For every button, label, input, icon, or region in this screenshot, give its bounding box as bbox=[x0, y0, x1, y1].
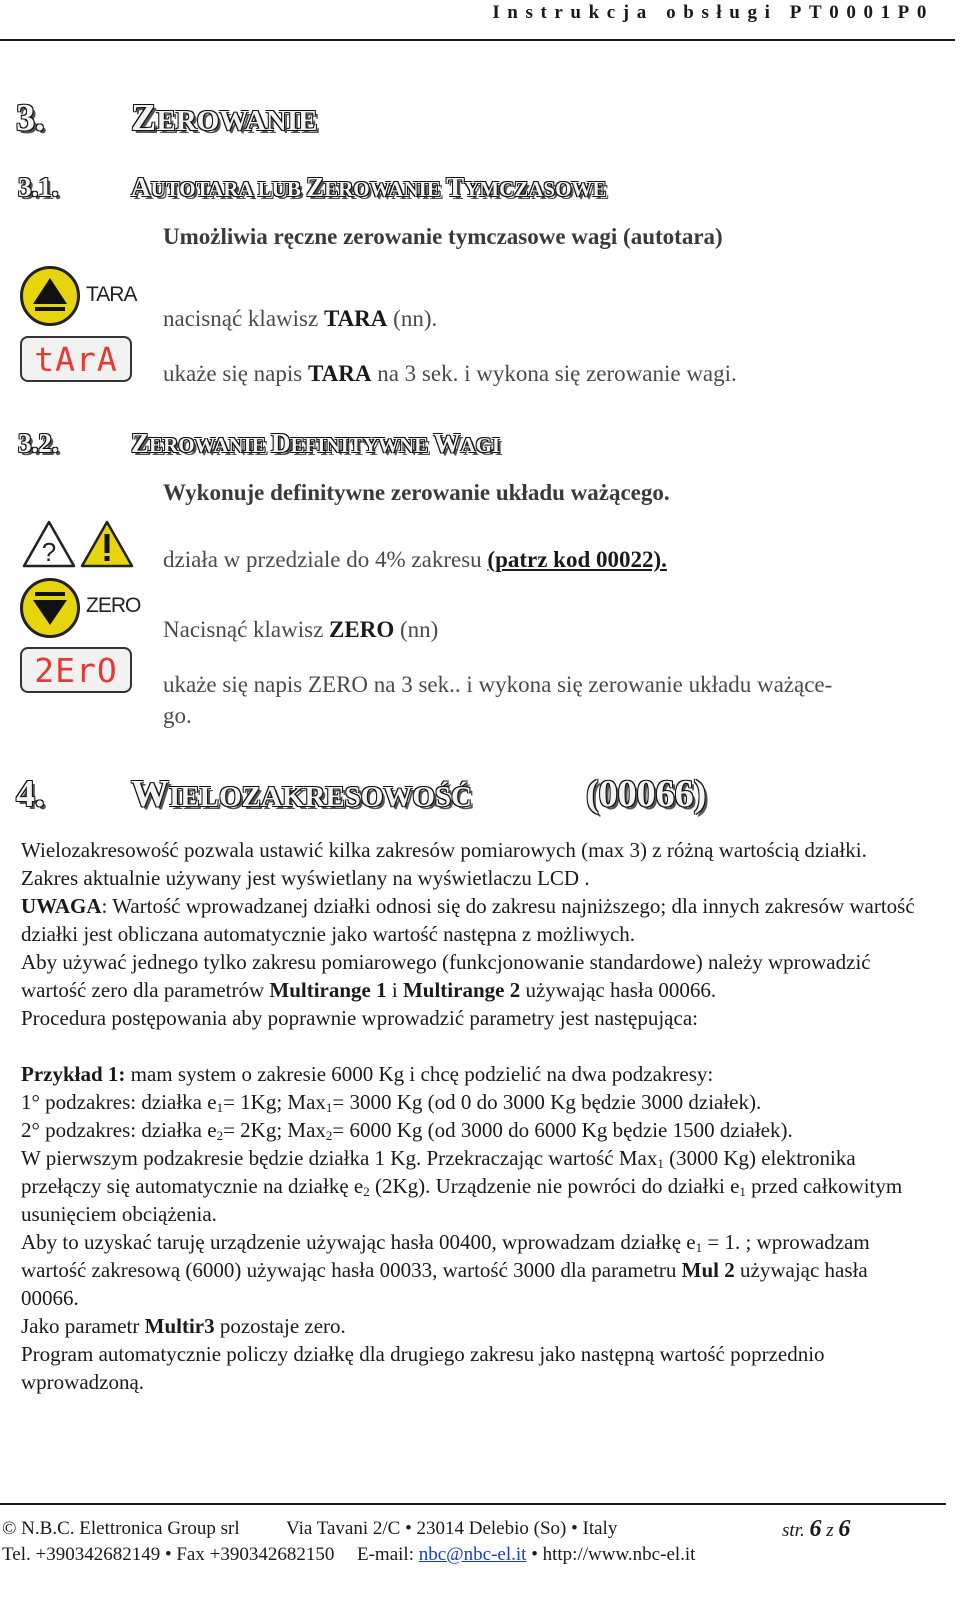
zero-lcd-display: 2ErO bbox=[20, 647, 132, 693]
footer-phone: Tel. +390342682149 • Fax +390342682150 bbox=[2, 1544, 335, 1565]
section-3-1-intro: Umożliwia ręczne zerowanie tymczasowe wagi (autotara) bbox=[163, 224, 723, 249]
footer-contact: E-mail: nbc@nbc-el.it • http://www.nbc-el.it bbox=[357, 1544, 696, 1565]
section-3-2-number: 3.2. bbox=[18, 428, 59, 458]
section-3-2-step-range: działa w przedziale do 4% zakresu (patrz kod 00022). bbox=[163, 547, 667, 572]
paragraph: Zakres aktualnie używany jest wyświetlany na wyświetlaczu LCD . bbox=[21, 866, 590, 890]
document-header-title: Instrukcja obsługi PT0001P0 bbox=[492, 2, 934, 23]
paragraph: Program automatycznie policzy działkę dla drugiego zakresu jako następną wartość poprzednio wprowadzoną. bbox=[21, 1342, 825, 1394]
footer-address: Via Tavani 2/C • 23014 Delebio (So) • Italy bbox=[286, 1518, 618, 1539]
section-3-2-step-display-line2: go. bbox=[163, 703, 192, 728]
section-3-number: 3. bbox=[16, 97, 45, 139]
question-warning-icon bbox=[20, 518, 136, 570]
section-3-1-step-display: ukaże się napis TARA na 3 sek. i wykona się zerowanie wagi. bbox=[163, 361, 737, 386]
tara-key-label: TARA bbox=[86, 283, 137, 306]
section-3-title: ZEROWANIE bbox=[131, 97, 318, 139]
paragraph: UWAGA: Wartość wprowadzanej działki odnosi się do zakresu najniższego; dla innych zakresów wartość działki jest obliczana automatycznie jako wartość następna z możliwych. bbox=[21, 894, 915, 946]
paragraph: Aby to uzyskać taruję urządzenie używając hasła 00400, wprowadzam działkę $e_1 = 1$. ; wprowadzam wartość zakresową (6000) używając hasła 00033, wartość 3000 dla parametru Mul 2 używając hasła 00066. bbox=[21, 1230, 870, 1310]
paragraph: Jako parametr Multir3 pozostaje zero. bbox=[21, 1314, 346, 1338]
paragraph: Aby używać jednego tylko zakresu pomiarowego (funkcjonowanie standardowe) należy wprowadzić wartość zero dla parametrów Multirange 1 i Multirange 2 używając hasła 00066. bbox=[21, 950, 871, 1002]
footer-rule bbox=[0, 1503, 946, 1505]
footer-company: © N.B.C. Elettronica Group srl bbox=[2, 1518, 240, 1539]
tara-lcd-display: tArA bbox=[20, 336, 132, 382]
paragraph: Przykład 1: mam system o zakresie 6000 Kg i chcę podzielić na dwa podzakresy: bbox=[21, 1062, 714, 1086]
section-4-number: 4. bbox=[16, 773, 45, 815]
section-3-1-number: 3.1. bbox=[18, 172, 59, 202]
email-link[interactable]: nbc@nbc-el.it bbox=[418, 1544, 527, 1565]
section-3-2-title: ZEROWANIE DEFINITYWNE WAGI bbox=[131, 428, 501, 458]
paragraph: 2° podzakres: działka $e_2= 2Kg$; Max$_2$= 6000 Kg (od 3000 do 6000 Kg będzie 1500 działek). bbox=[21, 1118, 793, 1143]
section-3-2-intro: Wykonuje definitywne zerowanie układu ważącego. bbox=[163, 480, 670, 505]
tara-key-up-arrow-icon bbox=[20, 266, 80, 326]
section-4-title: WIELOZAKRESOWOŚĆ bbox=[131, 773, 472, 815]
section-4-body bbox=[21, 836, 921, 1396]
section-3-2-step-display-line1: ukaże się napis ZERO na 3 sek.. i wykona się zerowanie układu ważące- bbox=[163, 672, 833, 697]
section-3-1-title: AUTOTARA LUB ZEROWANIE TYMCZASOWE bbox=[131, 172, 607, 202]
zero-key-down-arrow-icon bbox=[20, 578, 80, 638]
paragraph: Wielozakresowość pozwala ustawić kilka zakresów pomiarowych (max 3) z różną wartością działki. bbox=[21, 838, 867, 862]
header-rule bbox=[0, 39, 955, 41]
paragraph: 1° podzakres: działka $e_1= 1Kg$; Max$_1$= 3000 Kg (od 0 do 3000 Kg będzie 3000 działek). bbox=[21, 1090, 762, 1115]
paragraph: Procedura postępowania aby poprawnie wprowadzić parametry jest następująca: bbox=[21, 1006, 698, 1030]
section-3-1-step-press: nacisnąć klawisz TARA (nn). bbox=[163, 306, 438, 331]
footer-page-number: str. 6 z 6 bbox=[782, 1516, 851, 1542]
zero-key-label: ZERO bbox=[86, 594, 141, 617]
section-4-code: (00066) bbox=[586, 773, 707, 815]
section-3-2-step-press: Nacisnąć klawisz ZERO (nn) bbox=[163, 617, 439, 642]
svg-text:?: ? bbox=[41, 537, 57, 567]
paragraph: W pierwszym podzakresie będzie działka 1 Kg. Przekraczając wartość Max$_1$ (3000 Kg) elektronika przełączy się automatycznie na działkę $e_2$ (2Kg). Urządzenie nie powróci do działki $e_1$ przed całkowitym usunięciem obciążenia. bbox=[21, 1146, 903, 1226]
